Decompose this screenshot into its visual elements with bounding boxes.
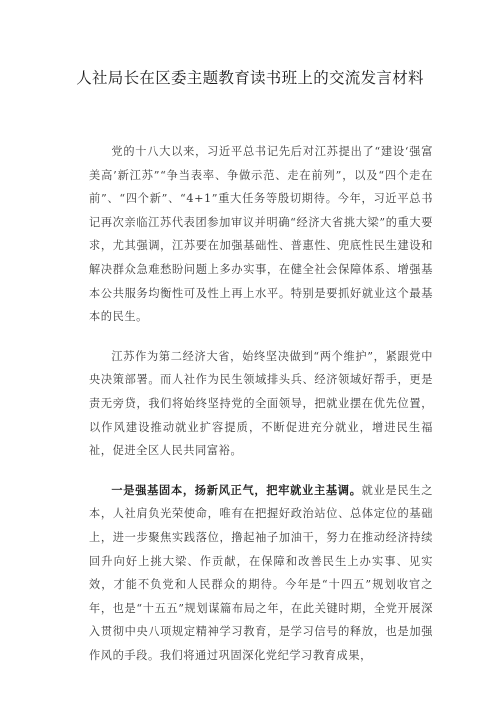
paragraph-lead: 一是强基固本，扬新风正气，把牢就业主基调。 xyxy=(111,482,362,497)
paragraph-text: 江苏作为第二经济大省，始终坚决做到“两个维护”，紧跟党中央决策部署。而人社作为民生领域排头兵、经济领域好帮手，更是责无旁贷，我们将始终坚持党的全面领导，把就业摆在优先位置，以作风建设推动就业扩容提质，不断促进充分就业，增进民生福祉，促进全区人民共同富裕。 xyxy=(89,349,433,458)
paragraph-text: 党的十八大以来，习近平总书记先后对江苏提出了“建设‘强富美高’新江苏”“争当表率、争做示范、走在前列”，以及“四个走在前”、“四个新”、“4+1”重大任务等殷切期待。今年，习近平总书记再次亲临江苏代表团参加审议并明确“经济大省挑大梁”的重大要求，尤其强调，江苏要在加强基础性、普惠性、兜底性民生建设和解决群众急难愁盼问题上多办实事，在健全社会保障体系、增强基本公共服务均衡性可及性上再上水平。特别是要抓好就业这个最基本的民生。 xyxy=(89,145,433,324)
paragraph-2 xyxy=(89,345,433,463)
document-title: 人社局长在区委主题教育读书班上的交流发言材料 xyxy=(76,69,424,87)
paragraph-text: 就业是民生之本，人社肩负光荣使命，唯有在把握好政治站位、总体定位的基础上，进一步聚焦实践落位，撸起袖子加油干，努力在推动经济持续回升向好上挑大梁、作贡献，在保障和改善民生上办实事、见实效，才能不负党和人民群众的期待。今年是“十四五”规划收官之年，也是“十五五”规划谋篇布局之年，在此关键时期，全党开展深入贯彻中央八项规定精神学习教育，是学习信号的释放，也是加强作风的手段。我们将通过巩固深化党纪学习教育成果， xyxy=(89,483,433,662)
paragraph-3 xyxy=(89,479,433,668)
document-body xyxy=(89,140,433,683)
paragraph-1 xyxy=(89,140,433,329)
